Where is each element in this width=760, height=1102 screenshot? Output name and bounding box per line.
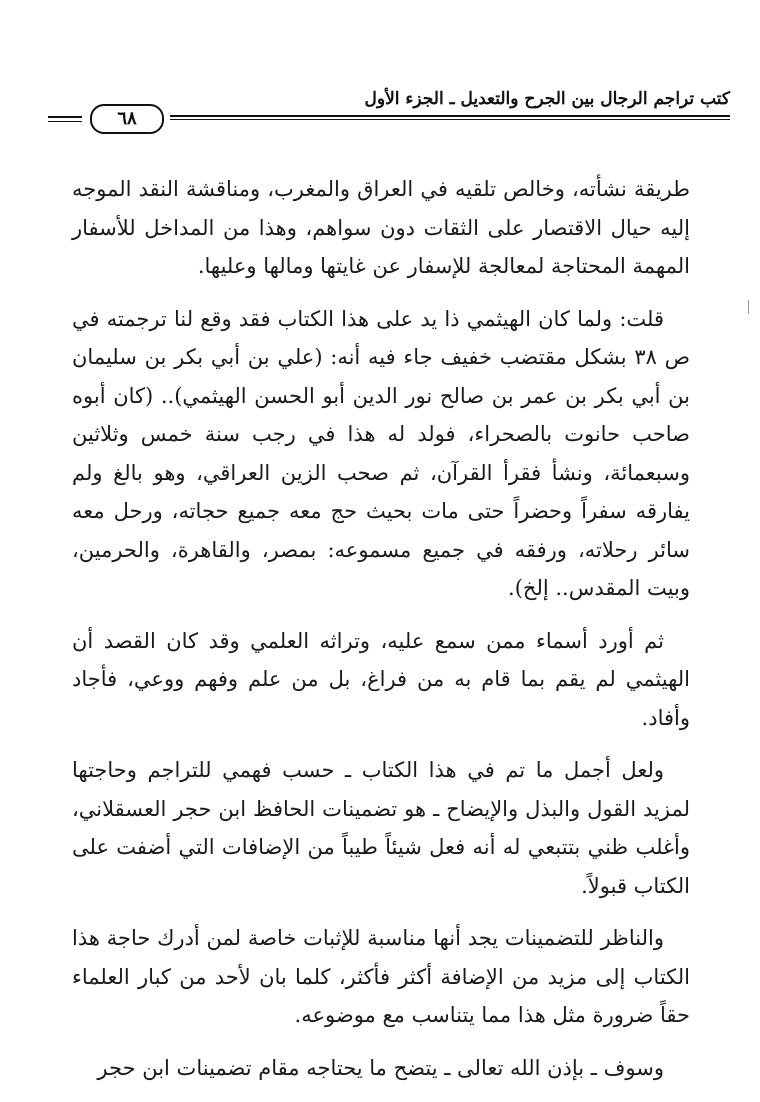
- paragraph-3: ثم أورد أسماء ممن سمع عليه، وتراثه العلمي وقد كان القصد أن الهيثمي لم يقم بما قام به من فراغ، بل من علم وفهم ووعي، فأجاد وأفاد.: [72, 628, 690, 730]
- header-rule: [170, 115, 730, 117]
- page-header: [40, 88, 730, 148]
- page-number-ornament: [40, 104, 168, 134]
- paragraph-6: وسوف ـ بإذن الله تعالى ـ يتضح ما يحتاجه مقام تضمينات ابن حجر: [97, 1055, 664, 1080]
- header-rule-thin: [170, 119, 730, 120]
- ornament-line-thin: [48, 121, 82, 122]
- running-title: كتب تراجم الرجال بين الجرح والتعديل ـ الجزء الأول: [364, 89, 730, 109]
- paragraph-5: والناظر للتضمينات يجد أنها مناسبة للإثبات خاصة لمن أدرك حاجة هذا الكتاب إلى مزيد من الإضافة أكثر فأكثر، كلما بان لأحد من كبار العلماء حقاً ضرورة مثل هذا مما يتناسب مع موضوعه.: [72, 926, 690, 1027]
- ornament-line: [48, 116, 82, 118]
- paragraph-1: طريقة نشأته، وخالص تلقيه في العراق والمغرب، ومناقشة النقد الموجه إليه حيال الاقتصار على الثقات دون سواهم، وهذا من المداخل للأسفار المهمة المحتاجة لمعالجة للإسفار عن غايتها ومالها وعليها.: [72, 177, 690, 278]
- page-number: ٦٨: [90, 104, 164, 134]
- scan-margin-mark: [748, 300, 749, 314]
- paragraph-4: ولعل أجمل ما تم في هذا الكتاب ـ حسب فهمي للتراجم وحاجتها لمزيد القول والبذل والإيضاح ـ هو تضمينات الحافظ ابن حجر العسقلاني، وأغلب ظني بتتبعي له أنه فعل شيئاً طيباً من الإضافات التي أضفت على الكتاب قبولاً.: [72, 758, 690, 898]
- paragraph-2: قلت: ولما كان الهيثمي ذا يد على هذا الكتاب فقد وقع لنا ترجمته في ص ٣٨ بشكل مقتضب خفيف جاء فيه أنه: (علي بن أبي بكر بن سليمان بن أبي بكر بن عمر بن صالح نور الدين أبو الحسن الهيثمي).. (كان أبوه صاحب حانوت بالصحراء، فولد له هذا في رجب سنة خمس وثلاثين وسبعمائة، ونشأ فقرأ القرآن، ثم صحب الزين العراقي، وهو بالغ ولم يفارقه سفراً وحضراً حتى مات بحيث حج معه جميع حجاته، ورحل معه سائر رحلاته، ورفقه في جميع مسموعه: بمصر، والقاهرة، والحرمين، وبيت المقدس.. إلخ).: [72, 306, 690, 600]
- main-text: [72, 170, 690, 1087]
